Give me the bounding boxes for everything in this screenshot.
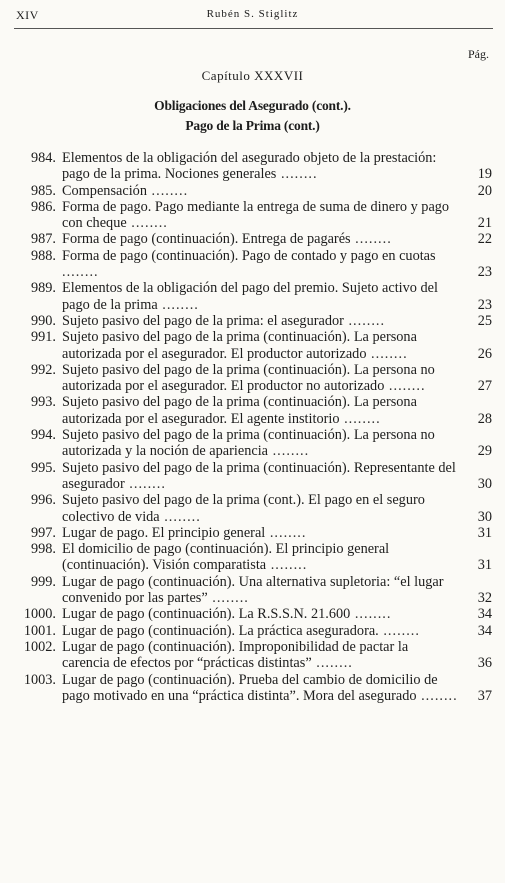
toc-entry (14, 574, 492, 607)
toc-entry-page: 19 (477, 166, 492, 183)
toc-entry-number: 989. (30, 280, 56, 297)
toc-entry-text: Sujeto pasivo del pago de la prima (continuación). La persona no autorizada por el asegurador. El productor no autorizado ........ (62, 361, 435, 395)
toc-entry (14, 541, 492, 574)
toc-entry-text: Sujeto pasivo del pago de la prima (continuación). La persona no autorizada y la noción de apariencia ........ (62, 427, 435, 460)
dot-leader: ........ (350, 606, 392, 623)
dot-leader: ........ (124, 475, 166, 492)
dot-leader: ........ (126, 215, 168, 232)
dot-leader: ........ (265, 524, 307, 541)
toc-entry-text: Lugar de pago. El principio general ........ (62, 524, 307, 541)
toc-entry (14, 199, 492, 232)
toc-entry-text: Sujeto pasivo del pago de la prima (cont.). El pago en el seguro colectivo de vida ........ (62, 492, 425, 525)
toc-entry (14, 248, 492, 281)
dot-leader: ........ (276, 166, 318, 183)
dot-leader: ........ (207, 590, 249, 607)
toc-entry-page: 31 (477, 524, 492, 541)
dot-leader: ........ (62, 264, 99, 281)
toc-entry-page: 23 (477, 264, 492, 281)
toc-entry-number: 986. (30, 198, 56, 215)
toc-entry-number: 990. (30, 312, 56, 329)
toc-entry-number: 1000. (23, 606, 56, 623)
toc-entry-text: Elementos de la obligación del asegurado objeto de la prestación: pago de la prima. Nociones generales ........ (62, 150, 437, 183)
dot-leader: ........ (146, 182, 189, 199)
toc-entry-page: 28 (477, 410, 492, 427)
toc-entry (14, 492, 492, 525)
toc-entry-page: 32 (477, 590, 492, 607)
toc-entry-page: 29 (477, 443, 492, 460)
toc-entry (14, 525, 492, 541)
toc-entry (14, 606, 492, 622)
dot-leader: ........ (366, 345, 408, 362)
toc-entry-text: Lugar de pago (continuación). La R.S.S.N. 21.600 ........ (62, 606, 392, 623)
toc-entry-page: 30 (477, 508, 492, 525)
chapter-title (0, 96, 505, 136)
toc-entry (14, 150, 492, 183)
page-column-label: Pág. (468, 47, 489, 61)
dot-leader: ........ (157, 296, 199, 313)
dot-leader: ........ (378, 622, 420, 639)
toc-entry-number: 997. (30, 524, 56, 541)
toc-entry-page: 25 (477, 312, 492, 329)
toc-entry-page: 37 (477, 687, 492, 704)
toc-entry (14, 394, 492, 427)
toc-entry-page: 20 (477, 182, 492, 199)
toc-entry-number: 998. (30, 541, 56, 558)
toc-entry-page: 34 (477, 606, 492, 623)
toc-entry-number: 987. (30, 231, 56, 248)
dot-leader: ........ (416, 687, 458, 704)
toc-entry-page: 21 (477, 215, 492, 232)
dot-leader: ........ (350, 231, 392, 248)
toc-entry (14, 183, 492, 199)
toc-entry-number: 992. (30, 361, 56, 378)
toc-entry-number: 1002. (23, 638, 56, 655)
toc-entry-number: 991. (30, 329, 56, 346)
toc-entry-page: 31 (477, 557, 492, 574)
toc-entry-number: 988. (30, 247, 56, 264)
chapter-title-line-2: Pago de la Prima (cont.) (185, 118, 320, 133)
dot-leader: ........ (384, 378, 426, 395)
dot-leader: ........ (339, 410, 381, 427)
toc-entry-text: Forma de pago (continuación). Entrega de pagarés ........ (62, 231, 392, 248)
dot-leader: ........ (343, 312, 386, 329)
toc-entry (14, 280, 492, 313)
toc-entry-text: Forma de pago (continuación). Pago de contado y pago en cuotas ........ (62, 247, 436, 281)
toc-entry (14, 639, 492, 672)
toc-entry-text: Sujeto pasivo del pago de la prima (continuación). Representante del asegurador ........ (62, 459, 456, 492)
toc-entry-number: 984. (30, 150, 56, 166)
toc-entry (14, 623, 492, 639)
header-rule (14, 28, 493, 29)
toc-entry (14, 427, 492, 460)
toc-entry (14, 231, 492, 247)
toc-entry (14, 672, 492, 705)
toc-entry-text: Elementos de la obligación del pago del premio. Sujeto activo del pago de la prima ........ (62, 280, 438, 313)
toc-entry-page: 30 (477, 475, 492, 492)
toc-entry-text: Lugar de pago (continuación). Improponibilidad de pactar la carencia de efectos por “prácticas distintas” ........ (62, 638, 409, 672)
toc-entry-number: 994. (30, 427, 56, 444)
dot-leader: ........ (311, 655, 353, 672)
toc-entry-number: 996. (30, 492, 56, 509)
toc-entry-number: 985. (30, 182, 56, 199)
running-header-author: Rubén S. Stiglitz (206, 8, 299, 20)
dot-leader: ........ (268, 443, 310, 460)
toc-entry-text: Lugar de pago (continuación). La práctica aseguradora. ........ (62, 622, 420, 639)
toc-entry-page: 23 (477, 296, 492, 313)
toc-entry-page: 36 (477, 655, 492, 672)
toc-entry-text: Sujeto pasivo del pago de la prima (continuación). La persona autorizada por el asegurador. El agente institorio ........ (62, 394, 417, 427)
toc-entry-number: 1001. (23, 622, 56, 639)
dot-leader: ........ (266, 557, 308, 574)
chapter-heading: Capítulo XXXVII (201, 68, 304, 83)
toc-entry-number: 993. (30, 394, 56, 411)
table-of-contents (14, 150, 492, 704)
toc-entry-number: 1003. (23, 671, 56, 688)
chapter-title-line-1: Obligaciones del Asegurado (cont.). (154, 98, 351, 113)
toc-entry-page: 26 (477, 345, 492, 362)
toc-entry-text: Sujeto pasivo del pago de la prima (continuación). La persona autorizada por el asegurador. El productor autorizado ........ (62, 329, 417, 362)
toc-entry-text: Forma de pago. Pago mediante la entrega de suma de dinero y pago con cheque ........ (62, 198, 450, 232)
toc-entry-text: Sujeto pasivo del pago de la prima: el asegurador ........ (62, 312, 386, 329)
toc-entry (14, 460, 492, 493)
toc-entry-text: Compensación ........ (62, 182, 189, 199)
toc-entry-text: El domicilio de pago (continuación). El principio general (continuación). Visión comparatista ........ (62, 541, 390, 574)
toc-entry-page: 34 (477, 622, 492, 639)
dot-leader: ........ (159, 508, 201, 525)
toc-entry-page: 22 (477, 231, 492, 248)
toc-entry-text: Lugar de pago (continuación). Una alternativa supletoria: “el lugar convenido por las partes” ........ (62, 573, 444, 607)
toc-entry-page: 27 (477, 378, 492, 395)
toc-entry (14, 329, 492, 362)
toc-entry (14, 313, 492, 329)
toc-entry-text: Lugar de pago (continuación). Prueba del cambio de domicilio de pago motivado en una “práctica distinta”. Mora del asegurado ........ (62, 671, 458, 704)
toc-entry-number: 995. (30, 459, 56, 476)
toc-entry-number: 999. (30, 573, 56, 590)
page-number: XIV (16, 8, 39, 22)
toc-entry (14, 362, 492, 395)
